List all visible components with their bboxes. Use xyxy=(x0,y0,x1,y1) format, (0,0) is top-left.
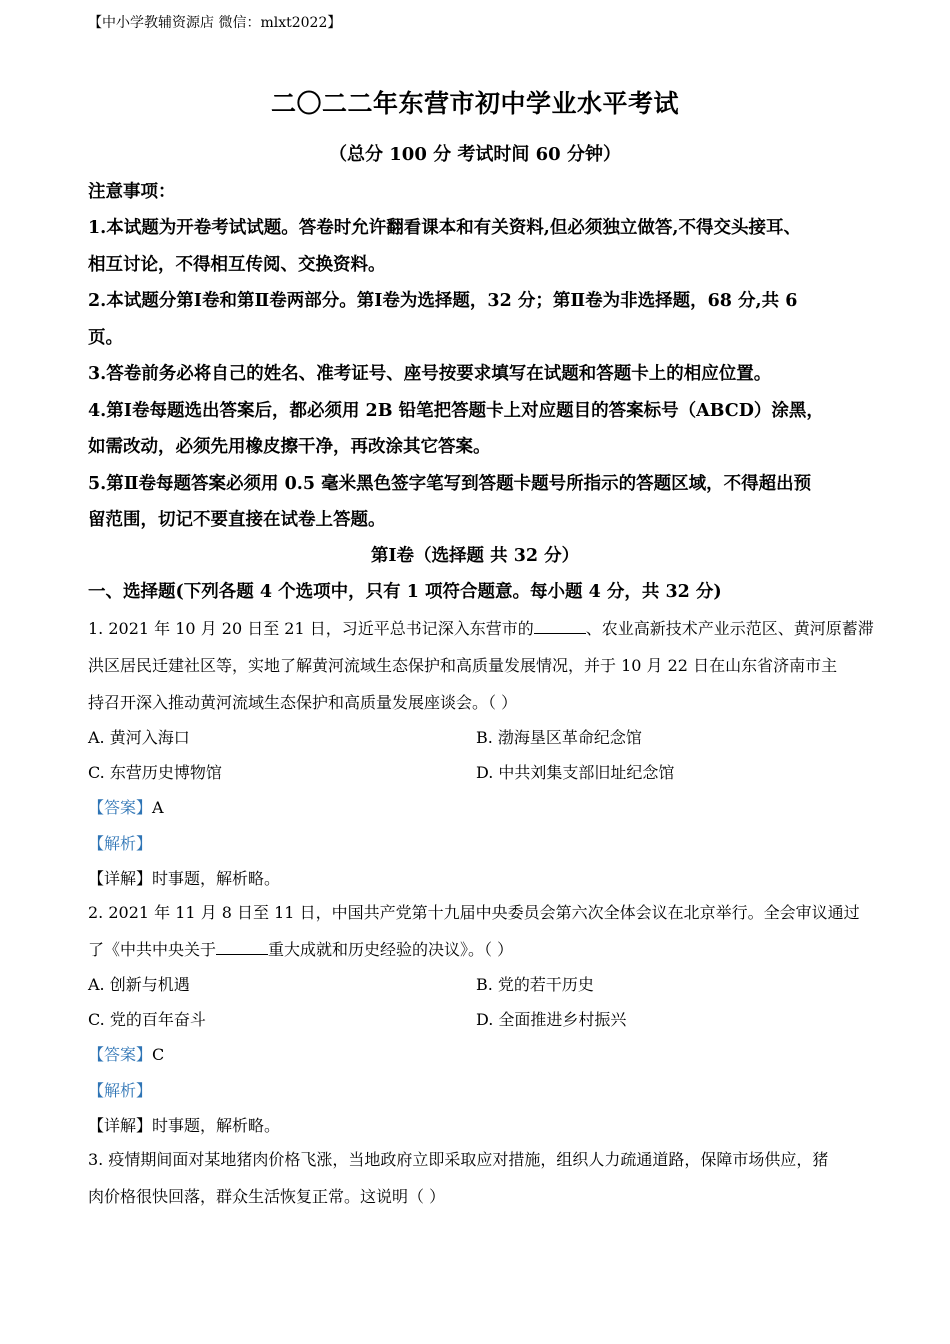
question-1-option-b: B. 渤海垦区革命纪念馆 xyxy=(476,728,642,747)
question-1-option-a: A. 黄河入海口 xyxy=(88,728,190,747)
question-2-line-1: 2. 2021 年 11 月 8 日至 11 日，中国共产党第十九届中央委员会第六次全体会议在北京举行。全会审议通过 xyxy=(88,903,860,922)
answer-label: 【答案】 xyxy=(88,798,153,817)
question-2-option-d: D. 全面推进乡村振兴 xyxy=(476,1010,627,1029)
question-2-option-b: B. 党的若干历史 xyxy=(476,975,594,994)
question-1-analysis-label: 【解析】 xyxy=(88,834,153,853)
question-2-text: 了《中共中央关于 xyxy=(88,940,217,959)
question-1-answer xyxy=(88,795,878,818)
notice-line: 相互讨论，不得相互传阅、交换资料。 xyxy=(88,255,386,275)
notice-line: 5.第Ⅱ卷每题答案必须用 0.5 毫米黑色签字笔写到答题卡题号所指示的答题区域，不得超出预 xyxy=(88,474,812,494)
question-1-text: 、农业高新技术产业示范区、黄河原蓄滞 xyxy=(585,619,874,638)
question-1-option-c: C. 东营历史博物馆 xyxy=(88,763,222,782)
exam-title: 二〇二二年东营市初中学业水平考试 xyxy=(270,89,679,118)
question-2-text: 重大成就和历史经验的决议》。（ ） xyxy=(268,940,514,959)
notice-heading: 注意事项： xyxy=(88,182,176,202)
notice-line: 页。 xyxy=(88,328,123,348)
notice-line: 留范围，切记不要直接在试卷上答题。 xyxy=(88,510,386,530)
question-2-line-2 xyxy=(88,937,878,960)
question-2-answer xyxy=(88,1042,878,1065)
header-watermark-text: 【中小学教辅资源店 微信：mlxt2022】 xyxy=(88,15,342,31)
detail-text: 时事题，解析略。 xyxy=(152,1116,281,1135)
question-1-detail xyxy=(88,866,878,889)
question-1-line-1 xyxy=(88,616,878,639)
notice-line: 3.答卷前务必将自己的姓名、准考证号、座号按要求填写在试题和答题卡上的相应位置。 xyxy=(88,364,772,384)
exam-subtitle: （总分 100 分 考试时间 60 分钟） xyxy=(329,144,621,165)
question-1-line-2: 洪区居民迁建社区等，实地了解黄河流域生态保护和高质量发展情况，并于 10 月 22 日在山东省济南市主 xyxy=(88,656,838,675)
volume-heading: 第Ⅰ卷（选择题 共 32 分） xyxy=(370,546,580,566)
question-1-line-3: 持召开深入推动黄河流域生态保护和高质量发展座谈会。（ ） xyxy=(88,693,518,712)
answer-blank xyxy=(216,938,268,955)
question-3-line-2: 肉价格很快回落，群众生活恢复正常。这说明（ ） xyxy=(88,1187,446,1206)
detail-label: 【详解】 xyxy=(88,1116,153,1135)
question-2-detail xyxy=(88,1113,878,1136)
notice-line: 4.第Ⅰ卷每题选出答案后，都必须用 2B 铅笔把答题卡上对应题目的答案标号（ABCD）涂黑， xyxy=(88,401,824,421)
notice-line: 2.本试题分第Ⅰ卷和第Ⅱ卷两部分。第Ⅰ卷为选择题，32 分；第Ⅱ卷为非选择题，68 分,共 6 xyxy=(88,291,798,311)
notice-line: 1.本试题为开卷考试试题。答卷时允许翻看课本和有关资料,但必须独立做答,不得交头接耳、 xyxy=(88,218,801,238)
answer-value: A xyxy=(152,798,164,817)
part-heading: 一、选择题(下列各题 4 个选项中，只有 1 项符合题意。每小题 4 分，共 32 分) xyxy=(88,582,722,602)
question-1-text: 1. 2021 年 10 月 20 日至 21 日，习近平总书记深入东营市的 xyxy=(88,619,534,638)
question-2-option-c: C. 党的百年奋斗 xyxy=(88,1010,206,1029)
detail-label: 【详解】 xyxy=(88,869,153,888)
question-2-analysis-label: 【解析】 xyxy=(88,1081,153,1100)
question-3-line-1: 3. 疫情期间面对某地猪肉价格飞涨，当地政府立即采取应对措施，组织人力疏通道路，保障市场供应，猪 xyxy=(88,1150,829,1169)
answer-blank xyxy=(534,617,586,634)
detail-text: 时事题，解析略。 xyxy=(152,869,281,888)
answer-value: C xyxy=(152,1045,165,1064)
answer-label: 【答案】 xyxy=(88,1045,153,1064)
question-2-option-a: A. 创新与机遇 xyxy=(88,975,190,994)
question-1-option-d: D. 中共刘集支部旧址纪念馆 xyxy=(476,763,675,782)
notice-line: 如需改动，必须先用橡皮擦干净，再改涂其它答案。 xyxy=(88,437,491,457)
